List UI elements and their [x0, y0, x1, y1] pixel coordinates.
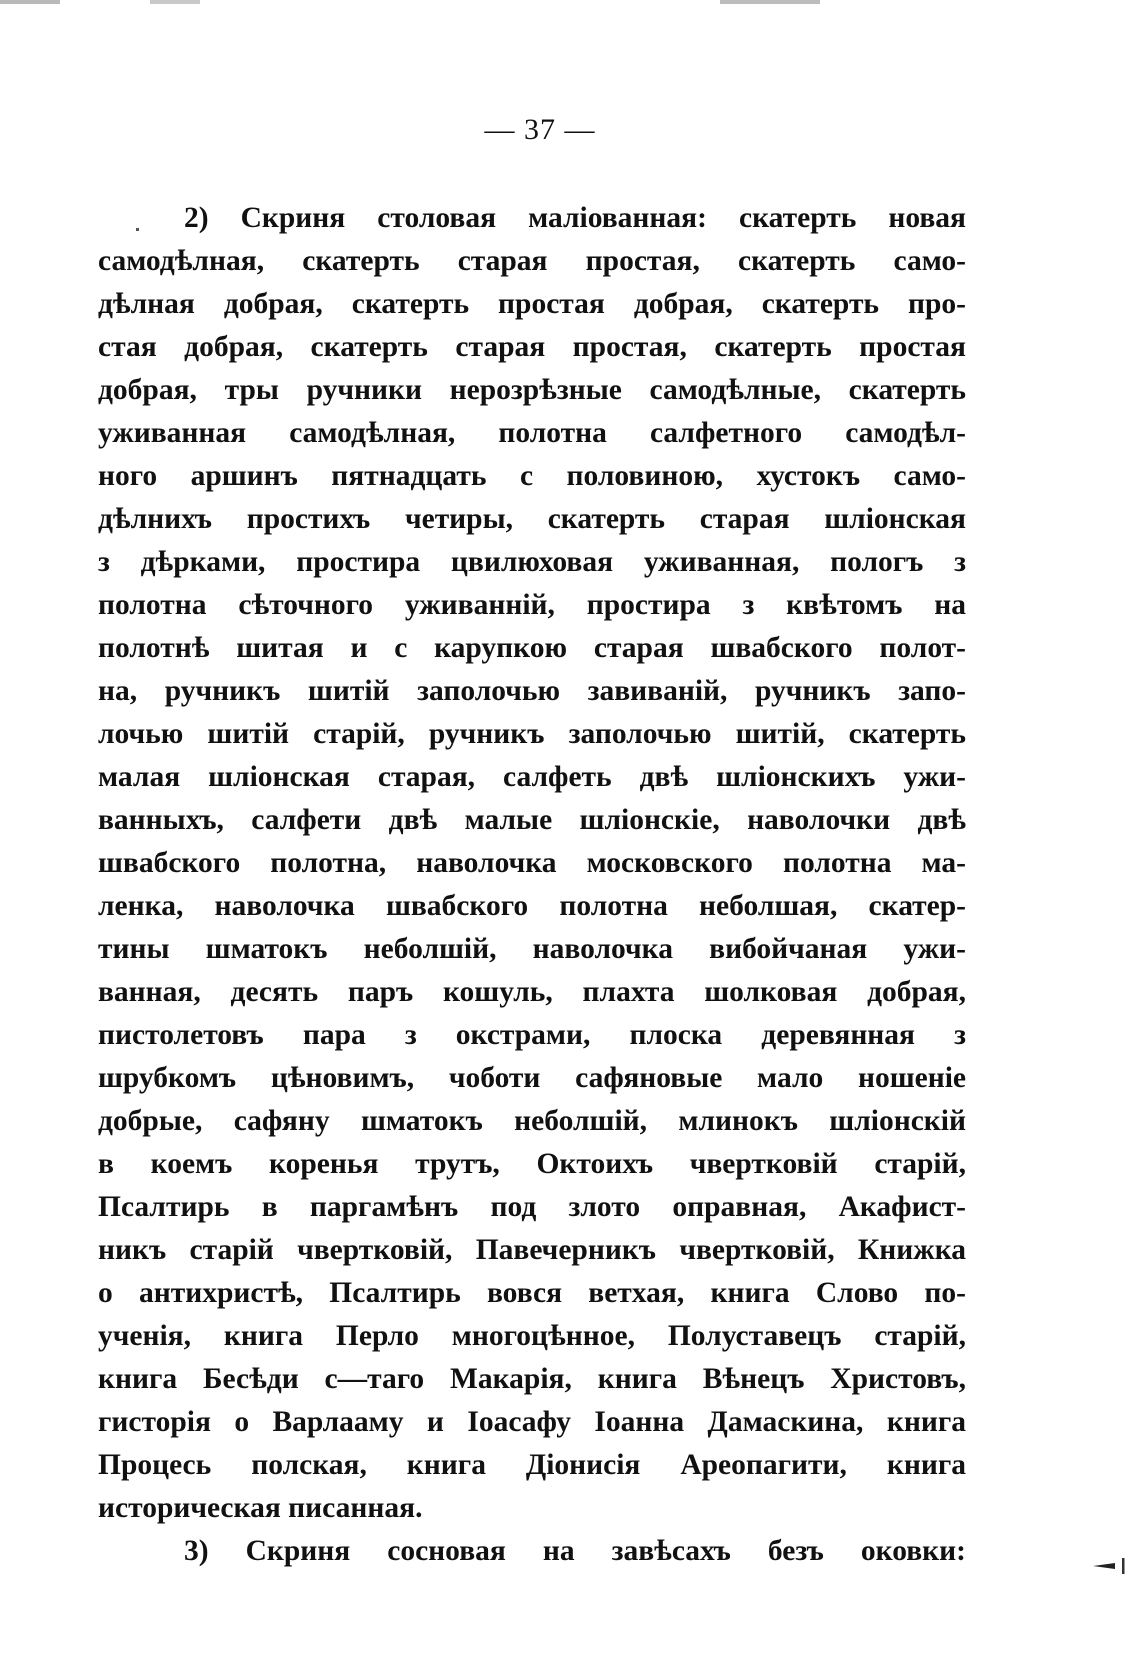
text-line: историческая писанная.: [98, 1492, 423, 1524]
text-line: ванныхъ, салфети двѣ малые шліонскіе, наволочки двѣ: [98, 804, 966, 836]
text-line: лочью шитій старій, ручникъ заполочью шитій, скатерть: [98, 718, 966, 750]
text-line: Псалтирь в паргамѣнъ под злото оправная, Акафист-: [98, 1191, 966, 1223]
text-line: ученія, книга Перло многоцѣнное, Полуставецъ старій,: [98, 1320, 966, 1352]
text-line: самодѣлная, скатерть старая простая, скатерть само-: [98, 245, 966, 277]
text-line: 2) Скриня столовая маліованная: скатерть новая: [184, 202, 966, 234]
text-line: малая шліонская старая, салфеть двѣ шліонскихъ ужи-: [98, 761, 966, 793]
text-line: ванная, десять паръ кошуль, плахта шолковая добрая,: [98, 976, 966, 1008]
text-line: тины шматокъ неболшій, наволочка вибойчаная ужи-: [98, 933, 966, 965]
text-line: гисторія о Варлааму и Іоасафу Іоанна Дамаскина, книга: [98, 1406, 966, 1438]
text-line: дѣлнихъ простихъ четиры, скатерть старая шліонская: [98, 503, 966, 535]
text-line: ленка, наволочка швабского полотна неболшая, скатер-: [98, 890, 966, 922]
text-line: 3) Скриня сосновая на завѣсахъ безъ оковки:: [184, 1535, 966, 1567]
text-line: никъ старій чвертковій, Павечерникъ чвертковій, Книжка: [98, 1234, 966, 1266]
text-line: стая добрая, скатерть старая простая, скатерть простая: [98, 331, 966, 363]
text-line: добрая, тры ручники нерозрѣзные самодѣлные, скатерть: [98, 374, 966, 406]
text-line: Процесь полская, книга Діонисія Ареопагити, книга: [98, 1449, 966, 1481]
margin-mark: [1093, 1558, 1127, 1574]
text-line: полотна сѣточного уживанній, простира з квѣтомъ на: [98, 589, 966, 621]
text-line: о антихристѣ, Псалтирь вовся ветхая, книга Слово по-: [98, 1277, 966, 1309]
text-line: з дѣрками, простира цвилюховая уживанная, пологъ з: [98, 546, 966, 578]
page-number: — 37 —: [484, 113, 596, 146]
text-line: швабского полотна, наволочка московского полотна ма-: [98, 847, 966, 879]
text-line: уживанная самодѣлная, полотна салфетного самодѣл-: [98, 417, 966, 449]
text-line: пистолетовъ пара з окстрами, плоска деревянная з: [98, 1019, 966, 1051]
text-line: шрубкомъ цѣновимъ, чоботи сафяновые мало ношеніе: [98, 1062, 966, 1094]
text-line: полотнѣ шитая и с карупкою старая швабского полот-: [98, 632, 966, 664]
text-line: книга Бесѣди с—таго Макарія, книга Вѣнецъ Христовъ,: [98, 1363, 966, 1395]
text-line: дѣлная добрая, скатерть простая добрая, скатерть про-: [98, 288, 966, 320]
text-line: ного аршинъ пятнадцать с половиною, хустокъ само-: [98, 460, 966, 492]
text-line: в коемъ коренья трутъ, Октоихъ чвертковій старій,: [98, 1148, 966, 1180]
text-line: на, ручникъ шитій заполочью завиваній, ручникъ запо-: [98, 675, 966, 707]
body-text: [98, 197, 966, 1573]
text-line: добрые, сафяну шматокъ неболшій, млинокъ шліонскій: [98, 1105, 966, 1137]
scan-top-edge: [0, 0, 1140, 4]
